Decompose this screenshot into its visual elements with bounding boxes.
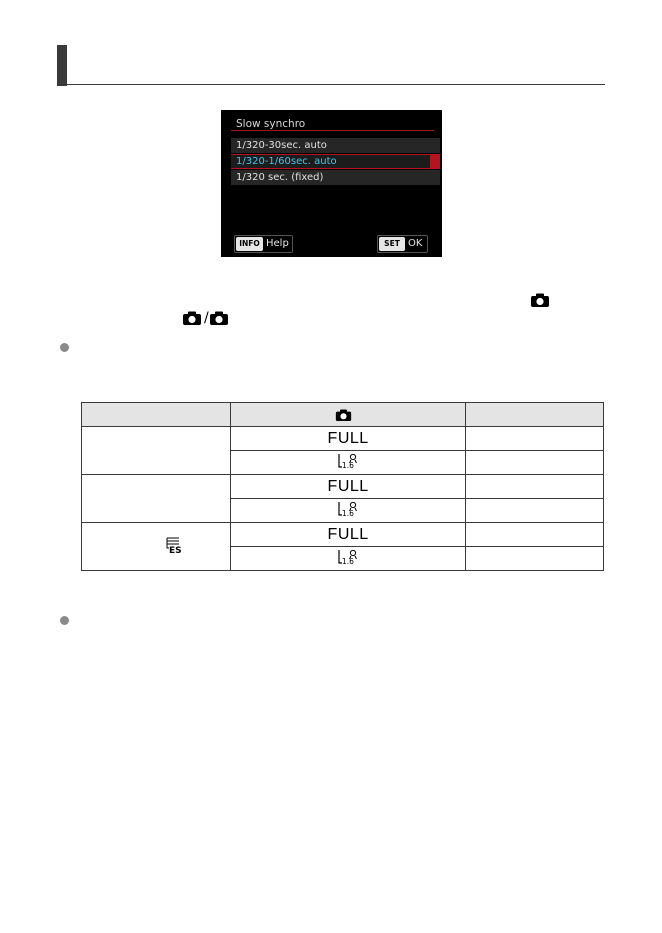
camera-icon (335, 409, 352, 422)
help-label: Help (266, 238, 289, 249)
table-row-label (82, 523, 231, 571)
table-cell (466, 427, 604, 451)
bullet-point (60, 616, 69, 625)
svg-text:1.6: 1.6 (342, 461, 355, 470)
electronic-shutter-icon (164, 535, 188, 555)
menu-title-rule (231, 130, 434, 131)
menu-option-60sec-auto[interactable]: 1/320-1/60sec. auto (231, 154, 440, 169)
table-cell (466, 475, 604, 499)
section-marker (57, 45, 67, 86)
full-frame-cell (230, 475, 465, 499)
full-frame-cell (230, 427, 465, 451)
section-rule (57, 84, 605, 85)
full-frame-icon: FULL (327, 525, 369, 543)
menu-option-fixed[interactable]: 1/320 sec. (fixed) (231, 170, 440, 185)
table-row-label (82, 475, 231, 523)
slash-separator: / (204, 310, 209, 326)
menu-title: Slow synchro (236, 118, 306, 130)
bullet-point (60, 343, 69, 352)
info-key: INFO (236, 237, 263, 251)
menu-option-30sec-auto[interactable]: 1/320-30sec. auto (231, 138, 440, 153)
camera-icon (182, 311, 202, 326)
settings-table (81, 402, 604, 571)
table-header-row (82, 403, 604, 427)
set-key: SET (379, 237, 405, 251)
ok-label: OK (408, 238, 423, 249)
table-row (82, 523, 604, 547)
table-header-cell (466, 403, 604, 427)
table-cell (466, 523, 604, 547)
table-cell (466, 547, 604, 571)
camera-icon (530, 293, 550, 308)
camera-menu-screen (221, 110, 442, 257)
table-header-cell (82, 403, 231, 427)
full-frame-cell (230, 523, 465, 547)
crop-1.6x-icon (337, 500, 359, 518)
crop-cell (230, 451, 465, 475)
table-header-cell (230, 403, 465, 427)
crop-cell (230, 547, 465, 571)
crop-1.6x-icon (337, 548, 359, 566)
svg-text:1.6: 1.6 (342, 509, 355, 518)
full-frame-icon: FULL (327, 429, 369, 447)
table-row (82, 427, 604, 451)
full-frame-icon: FULL (327, 477, 369, 495)
svg-text:ES: ES (169, 546, 182, 555)
table-row (82, 475, 604, 499)
svg-text:1.6: 1.6 (342, 557, 355, 566)
camera-icon (209, 311, 229, 326)
crop-cell (230, 499, 465, 523)
table-row-label (82, 427, 231, 475)
table-cell (466, 451, 604, 475)
table-cell (466, 499, 604, 523)
crop-1.6x-icon (337, 452, 359, 470)
